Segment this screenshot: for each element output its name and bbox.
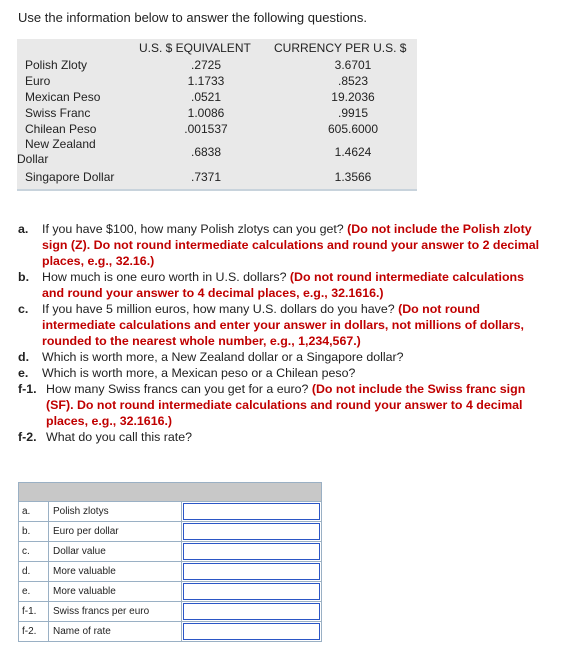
- per-usd-value: .9915: [337, 106, 369, 120]
- answer-input-f2[interactable]: [183, 623, 320, 640]
- answer-description: More valuable: [49, 562, 182, 581]
- answer-row: [19, 621, 321, 641]
- usd-value: 1.1733: [187, 74, 225, 88]
- answer-input-a[interactable]: [183, 503, 320, 520]
- answer-key: e.: [19, 582, 49, 601]
- per-usd-value: 1.3566: [334, 170, 372, 184]
- currency-row: [17, 121, 417, 137]
- usd-value: .2725: [190, 58, 222, 72]
- question-text: If you have 5 million euros, how many U.S. dollars do you have?: [42, 302, 399, 316]
- question-item: [18, 365, 548, 381]
- answer-input-e[interactable]: [183, 583, 320, 600]
- currency-name: Chilean Peso: [25, 122, 97, 136]
- currency-row: [17, 57, 417, 73]
- currency-per-usd-header: CURRENCY PER U.S. $: [274, 41, 407, 55]
- per-usd-value: 605.6000: [327, 122, 379, 136]
- per-usd-value: 19.2036: [331, 90, 375, 104]
- per-usd-value: 3.6701: [334, 58, 372, 72]
- intro-text: Use the information below to answer the following questions.: [18, 10, 368, 25]
- currency-row: [17, 105, 417, 121]
- answer-row: [19, 521, 321, 541]
- question-text: How much is one euro worth in U.S. dollars?: [42, 270, 290, 284]
- usd-value: .0521: [190, 90, 222, 104]
- answer-key: d.: [19, 562, 49, 581]
- question-item: [18, 429, 548, 445]
- answer-description: Euro per dollar: [49, 522, 182, 541]
- currency-name: [17, 137, 96, 167]
- question-item: [18, 221, 548, 269]
- usd-value: 1.0086: [187, 106, 225, 120]
- question-text: If you have $100, how many Polish zlotys can you get?: [42, 222, 348, 236]
- answer-input-c[interactable]: [183, 543, 320, 560]
- currency-name-line1: New Zealand: [25, 137, 96, 151]
- currency-name: Mexican Peso: [25, 90, 101, 104]
- question-instruction: (Do not round intermediate calculations and enter your answer in dollars, not millions of dollars, rounded to the nearest whole number, e.g., 1,234,567.): [42, 302, 524, 348]
- question-label: b.: [18, 270, 30, 284]
- question-item: [18, 269, 548, 301]
- usd-value: .001537: [184, 122, 228, 136]
- currency-name: Singapore Dollar: [25, 170, 115, 184]
- answer-input-b[interactable]: [183, 523, 320, 540]
- answer-description: Name of rate: [49, 622, 182, 641]
- question-label: c.: [18, 302, 29, 316]
- answer-description: More valuable: [49, 582, 182, 601]
- question-item: [18, 301, 548, 349]
- question-instruction: (Do not include the Polish zloty sign (Z). Do not round intermediate calculations and round your answer to 2 decimal places, e.g., 32.16.): [42, 222, 540, 268]
- currency-table: [17, 39, 417, 191]
- currency-name: Swiss Franc: [25, 106, 91, 120]
- currency-name: Polish Zloty: [25, 58, 88, 72]
- question-label: a.: [18, 222, 29, 236]
- answer-description: Polish zlotys: [49, 502, 182, 521]
- question-item: [18, 381, 548, 429]
- usd-value: .6838: [190, 145, 222, 159]
- question-instruction: (Do not include the Swiss franc sign (SF). Do not round intermediate calculations and round your answer to 4 decimal places, e.g., 32.1616.): [46, 382, 526, 428]
- usd-equivalent-header: U.S. $ EQUIVALENT: [139, 41, 251, 55]
- answer-key: b.: [19, 522, 49, 541]
- question-instruction: (Do not round intermediate calculations and round your answer to 4 decimal places, e.g., 32.1616.): [42, 270, 524, 300]
- currency-row: [17, 137, 417, 169]
- answer-description: Swiss francs per euro: [49, 602, 182, 621]
- currency-name: Euro: [25, 74, 51, 88]
- answer-row: [19, 581, 321, 601]
- answer-input-f1[interactable]: [183, 603, 320, 620]
- question-text: What do you call this rate?: [46, 430, 193, 444]
- question-label: d.: [18, 350, 30, 364]
- answer-table-header: [19, 483, 321, 502]
- currency-row: [17, 169, 417, 189]
- currency-row: [17, 73, 417, 89]
- answer-row: [19, 601, 321, 621]
- answer-row: [19, 541, 321, 561]
- question-label: f-2.: [18, 430, 37, 444]
- answer-key: f-1.: [19, 602, 49, 621]
- question-list: [18, 221, 548, 445]
- currency-row: [17, 89, 417, 105]
- question-text: Which is worth more, a Mexican peso or a Chilean peso?: [42, 366, 356, 380]
- question-item: [18, 349, 548, 365]
- question-text: Which is worth more, a New Zealand dollar or a Singapore dollar?: [42, 350, 404, 364]
- answer-key: f-2.: [19, 622, 49, 641]
- answer-key: c.: [19, 542, 49, 561]
- answer-table: [18, 482, 322, 642]
- answer-input-d[interactable]: [183, 563, 320, 580]
- question-text: How many Swiss francs can you get for a euro?: [46, 382, 312, 396]
- answer-row: [19, 502, 321, 521]
- per-usd-value: .8523: [337, 74, 369, 88]
- per-usd-value: 1.4624: [334, 145, 372, 159]
- answer-row: [19, 561, 321, 581]
- question-label: f-1.: [18, 382, 37, 396]
- currency-table-header: [17, 39, 417, 57]
- answer-key: a.: [19, 502, 49, 521]
- usd-value: .7371: [190, 170, 222, 184]
- question-label: e.: [18, 366, 29, 380]
- answer-description: Dollar value: [49, 542, 182, 561]
- currency-name-line2: Dollar: [17, 152, 49, 166]
